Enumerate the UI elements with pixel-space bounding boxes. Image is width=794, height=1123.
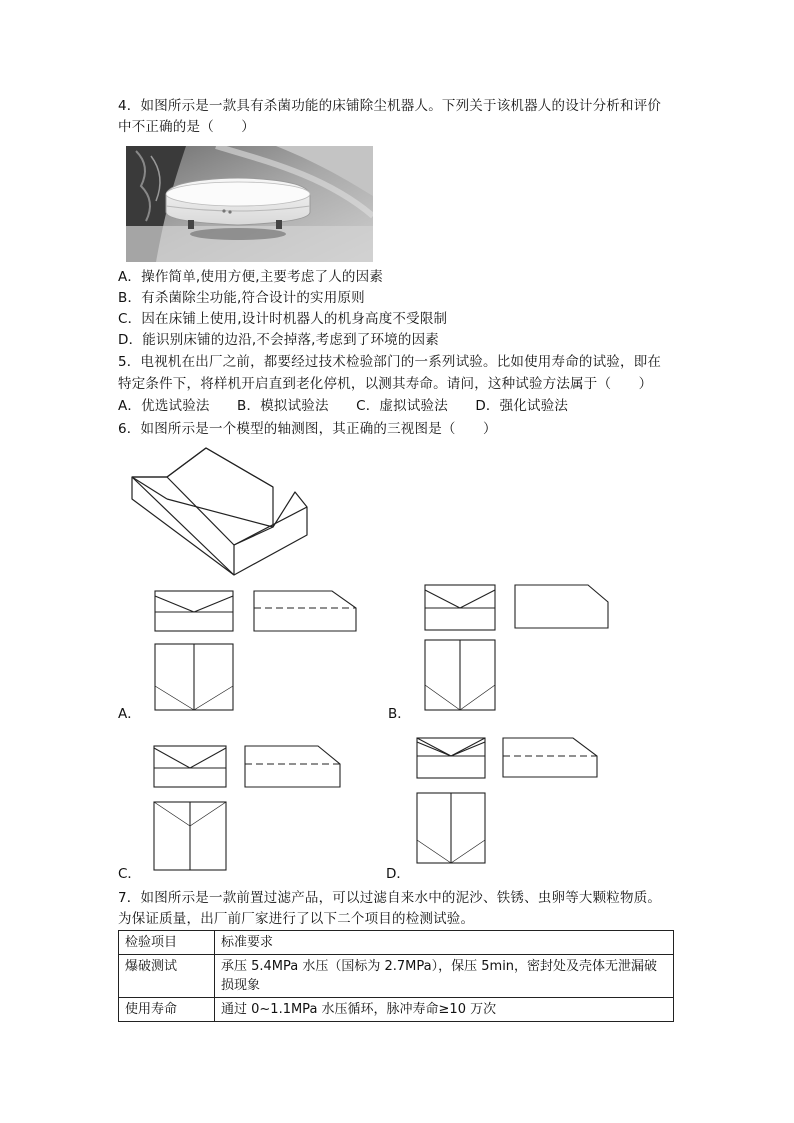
table-row [119, 998, 674, 1022]
q7-stem-line1: 7．如图所示是一款前置过滤产品，可以过滤自来水中的泥沙、铁锈、虫卵等大颗粒物质。 [118, 890, 662, 906]
option-d-label: D． [386, 866, 410, 882]
q4-stem-line2: 中不正确的是（ ） [118, 119, 255, 135]
option-b-three-views [420, 580, 620, 715]
robot-photo [126, 146, 373, 262]
axonometric-model-figure [125, 440, 315, 580]
option-a-three-views [150, 586, 360, 716]
table-cell: 爆破测试 [119, 955, 215, 998]
q5-stem-line2: 特定条件下，将样机开启直到老化停机，以测其寿命。请问，这种试验方法属于（ ） [118, 376, 653, 392]
q4-option-a: A．操作简单,使用方便,主要考虑了人的因素 [118, 269, 384, 285]
table-header-cell: 标准要求 [215, 931, 674, 955]
table-cell: 使用寿命 [119, 998, 215, 1022]
q4-option-d: D．能识别床铺的边沿,不会掉落,考虑到了环境的因素 [118, 332, 439, 348]
q4-option-c: C．因在床铺上使用,设计时机器人的机身高度不受限制 [118, 311, 448, 327]
table-row [119, 955, 674, 998]
q6-stem: 6．如图所示是一个模型的轴测图，其正确的三视图是（ ） [118, 421, 497, 437]
table-header-row [119, 931, 674, 955]
option-c-label: C． [118, 866, 141, 882]
q7-stem-line2: 为保证质量，出厂前厂家进行了以下二个项目的检测试验。 [118, 911, 475, 927]
q4-stem-line1: 4．如图所示是一款具有杀菌功能的床铺除尘机器人。下列关于该机器人的设计分析和评价 [118, 98, 662, 114]
option-b-label: B． [388, 706, 411, 722]
table-cell: 承压 5.4MPa 水压（国标为 2.7MPa），保压 5min，密封处及壳体无泄漏破损现象 [215, 955, 674, 998]
table-header-cell: 检验项目 [119, 931, 215, 955]
q5-stem-line1: 5．电视机在出厂之前，都要经过技术检验部门的一系列试验。比如使用寿命的试验，即在 [118, 354, 662, 370]
q5-options: A．优选试验法 B．模拟试验法 C．虚拟试验法 D．强化试验法 [118, 398, 569, 414]
option-a-label: A． [118, 706, 141, 722]
q4-option-b: B．有杀菌除尘功能,符合设计的实用原则 [118, 290, 365, 306]
table-cell: 通过 0~1.1MPa 水压循环，脉冲寿命≥10 万次 [215, 998, 674, 1022]
inspection-table [118, 930, 674, 1022]
option-c-three-views [150, 742, 350, 877]
option-d-three-views [413, 734, 603, 869]
